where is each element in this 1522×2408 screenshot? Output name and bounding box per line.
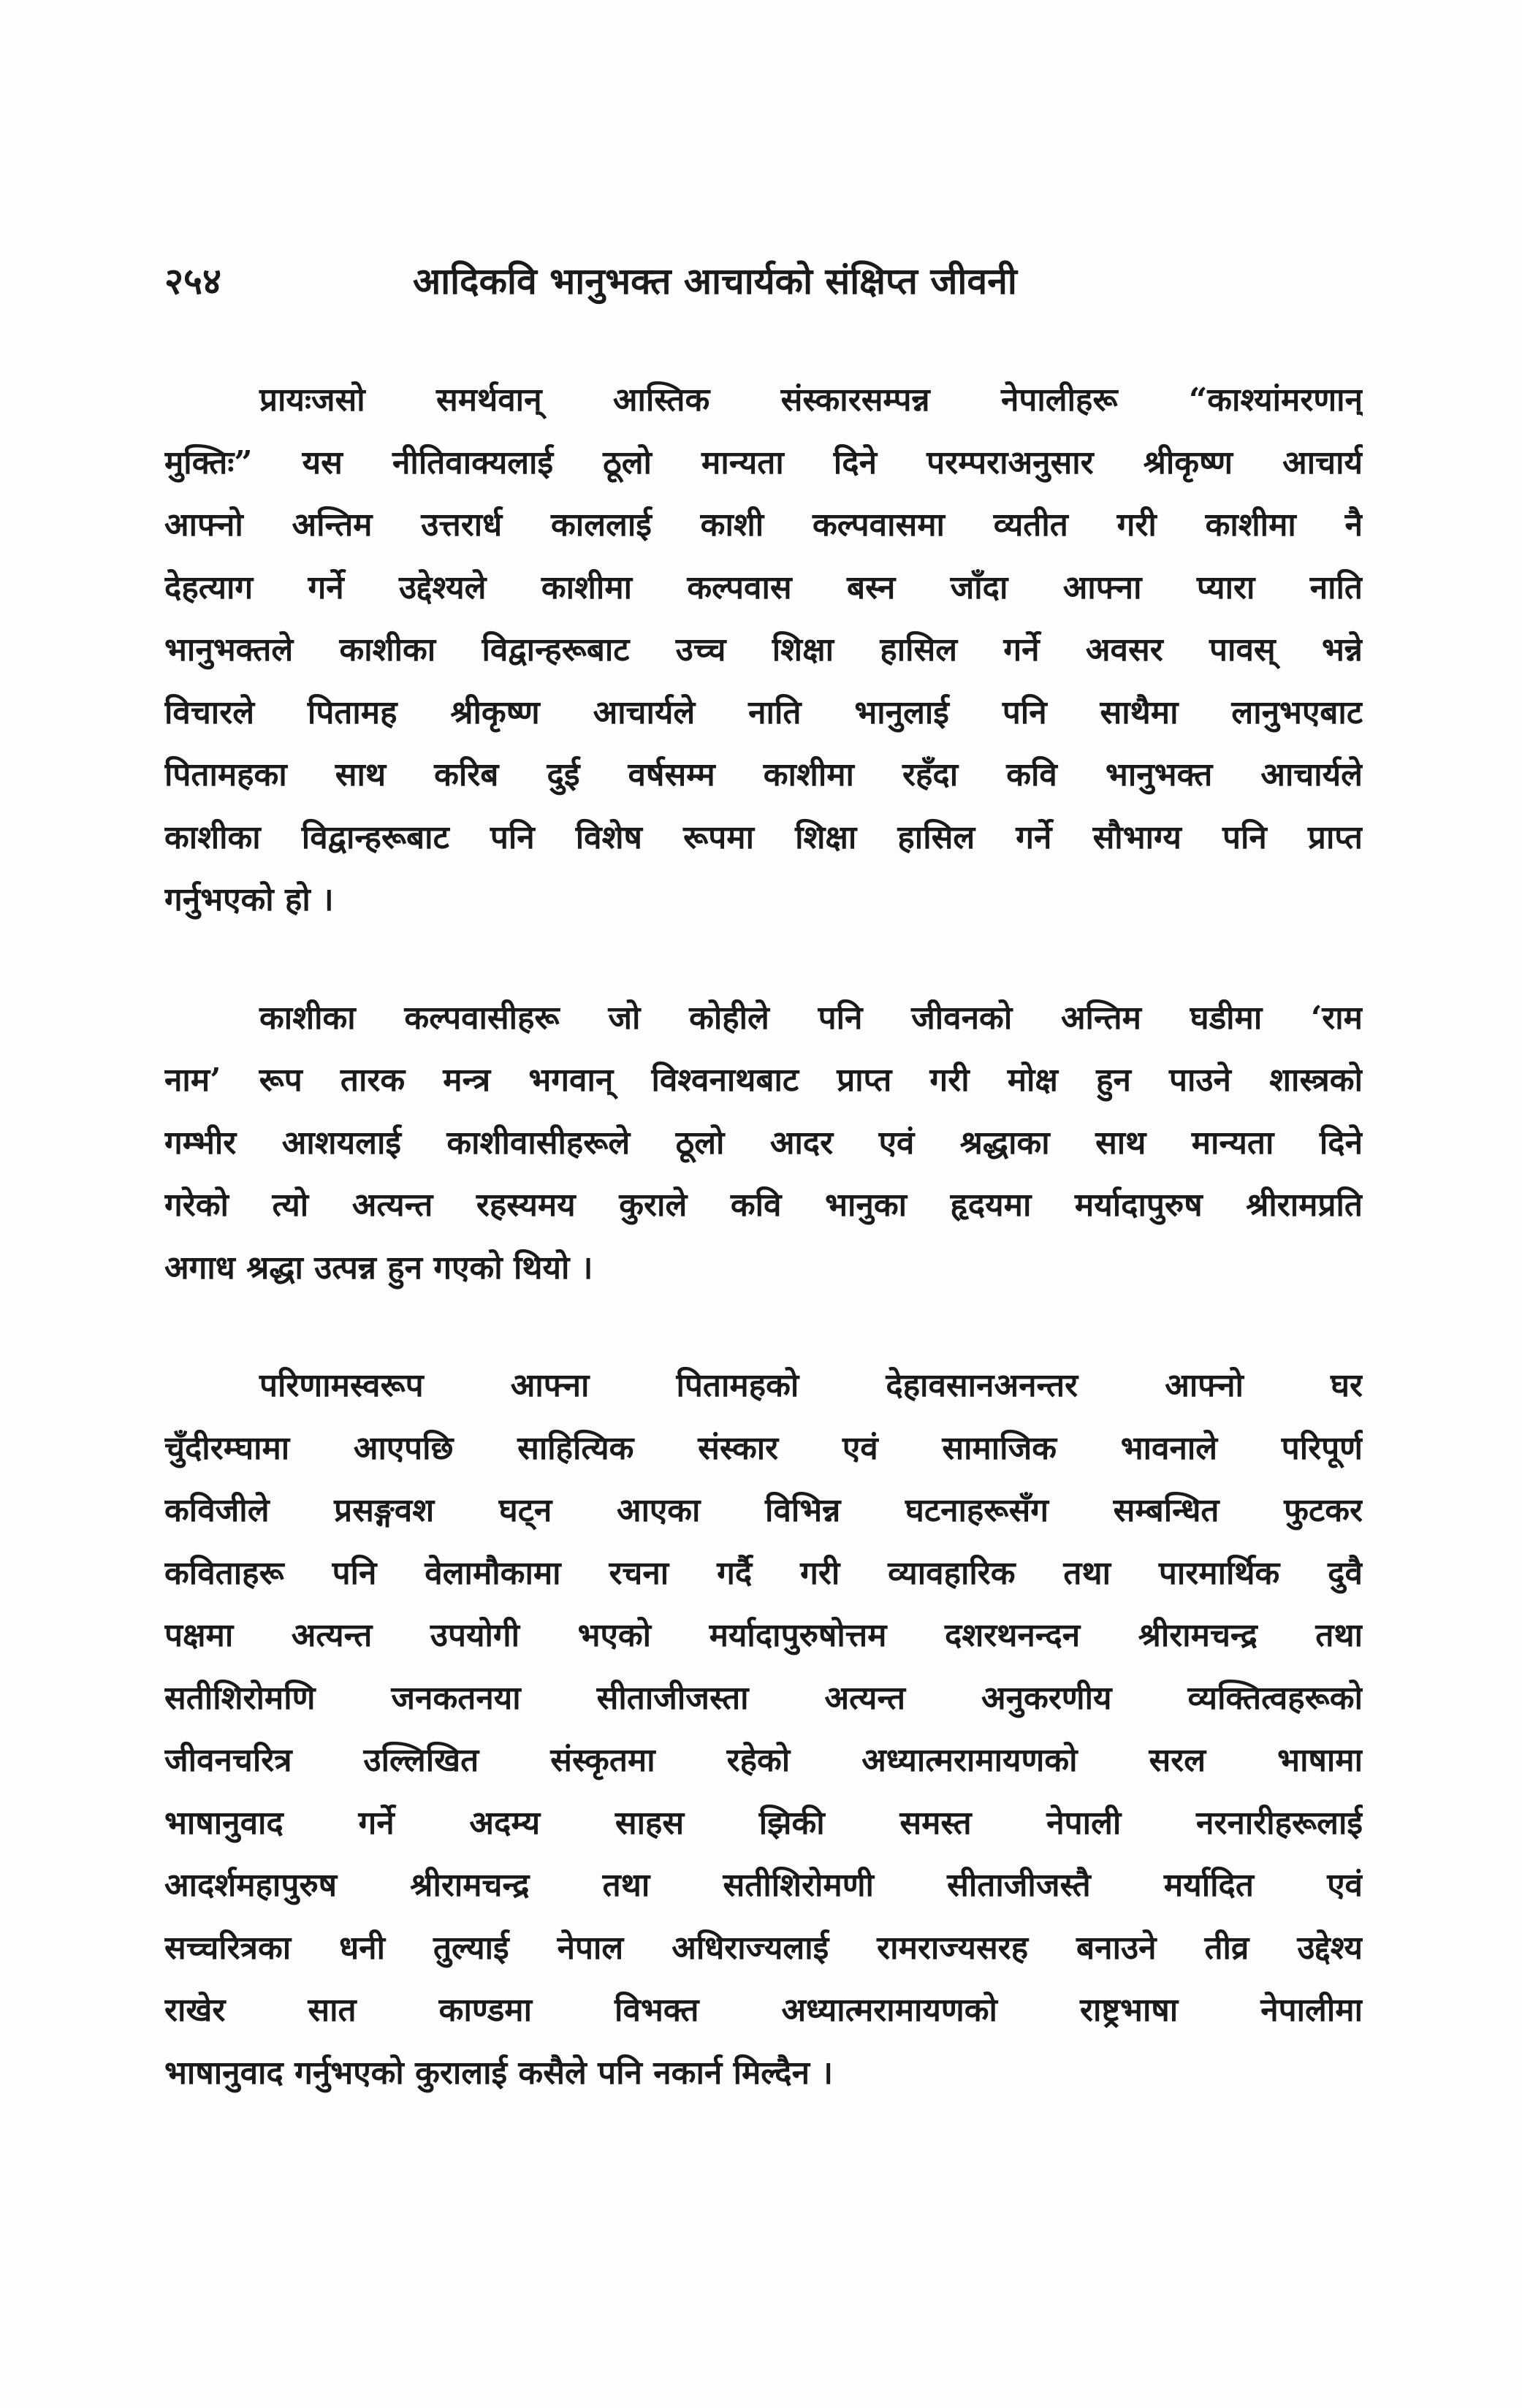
- text-line: प्रायःजसो समर्थवान् आस्तिक संस्कारसम्पन्न नेपालीहरू “काश्यांमरणान्: [259, 381, 1363, 419]
- text-line: पितामहका साथ करिब दुई वर्षसम्म काशीमा रहँदा कवि भानुभक्त आचार्यले: [164, 756, 1363, 793]
- text-line: सतीशिरोमणि जनकतनया सीताजीजस्ता अत्यन्त अनुकरणीय व्यक्तित्वहरूको: [164, 1679, 1363, 1717]
- body-text: [164, 369, 1363, 2160]
- text-line: भाषानुवाद गर्नुभएको कुरालाई कसैले पनि नकार्न मिल्दैन ।: [164, 2054, 834, 2092]
- text-line: विचारले पितामह श्रीकृष्ण आचार्यले नाति भानुलाई पनि साथैमा लानुभएबाट: [164, 693, 1363, 731]
- text-line: मुक्तिः” यस नीतिवाक्यलाई ठूलो मान्यता दिने परम्पराअनुसार श्रीकृष्ण आचार्य: [164, 443, 1363, 481]
- text-line: कविजीले प्रसङ्गवश घट्न आएका विभिन्न घटनाहरूसँग सम्बन्धित फुटकर: [164, 1492, 1363, 1529]
- page-header: [164, 248, 1363, 314]
- paragraph-2: [164, 987, 1363, 1300]
- text-line: सच्चरित्रका धनी तुल्याई नेपाल अधिराज्यलाई रामराज्यसरह बनाउने तीव्र उद्देश्य: [164, 1929, 1363, 1967]
- text-line: गरेको त्यो अत्यन्त रहस्यमय कुराले कवि भानुका हृदयमा मर्यादापुरुष श्रीरामप्रति: [164, 1186, 1363, 1224]
- page-number: २५४: [164, 259, 221, 302]
- text-line: परिणामस्वरूप आफ्ना पितामहको देहावसानअनन्तर आफ्नो घर: [259, 1367, 1363, 1404]
- paragraph-3: [164, 1354, 1363, 2104]
- text-line: चुँदीरम्घामा आएपछि साहित्यिक संस्कार एवं सामाजिक भावनाले परिपूर्ण: [164, 1429, 1363, 1467]
- text-line: काशीका विद्वान्हरूबाट पनि विशेष रूपमा शिक्षा हासिल गर्ने सौभाग्य पनि प्राप्त: [164, 818, 1363, 856]
- text-line: आफ्नो अन्तिम उत्तरार्ध काललाई काशी कल्पवासमा व्यतीत गरी काशीमा नै: [164, 506, 1363, 544]
- text-line: भाषानुवाद गर्ने अदम्य साहस झिकी समस्त नेपाली नरनारीहरूलाई: [164, 1804, 1363, 1842]
- text-line: गर्नुभएको हो ।: [164, 881, 334, 918]
- text-line: पक्षमा अत्यन्त उपयोगी भएको मर्यादापुरुषोत्तम दशरथनन्दन श्रीरामचन्द्र तथा: [164, 1617, 1363, 1654]
- text-line: कविताहरू पनि वेलामौकामा रचना गर्दै गरी व्यावहारिक तथा पारमार्थिक दुवै: [164, 1554, 1363, 1592]
- text-line: अगाध श्रद्धा उत्पन्न हुन गएको थियो ।: [164, 1249, 593, 1287]
- paragraph-1: [164, 369, 1363, 931]
- text-line: देहत्याग गर्ने उद्देश्यले काशीमा कल्पवास बस्न जाँदा आफ्ना प्यारा नाति: [164, 568, 1363, 606]
- text-line: काशीका कल्पवासीहरू जो कोहीले पनि जीवनको अन्तिम घडीमा ‘राम: [259, 999, 1363, 1037]
- text-line: राखेर सात काण्डमा विभक्त अध्यात्मरामायणको राष्ट्रभाषा नेपालीमा: [164, 1992, 1363, 2029]
- text-line: भानुभक्तले काशीका विद्वान्हरूबाट उच्च शिक्षा हासिल गर्ने अवसर पावस् भन्ने: [164, 631, 1363, 668]
- text-line: गम्भीर आशयलाई काशीवासीहरूले ठूलो आदर एवं श्रद्धाका साथ मान्यता दिने: [164, 1124, 1363, 1162]
- text-line: नाम’ रूप तारक मन्त्र भगवान् विश्वनाथबाट प्राप्त गरी मोक्ष हुन पाउने शास्त्रको: [164, 1062, 1363, 1099]
- running-title: आदिकवि भानुभक्त आचार्यको संक्षिप्त जीवनी: [413, 259, 1017, 302]
- text-line: जीवनचरित्र उल्लिखित संस्कृतमा रहेको अध्यात्मरामायणको सरल भाषामा: [164, 1742, 1363, 1779]
- text-line: आदर्शमहापुरुष श्रीरामचन्द्र तथा सतीशिरोमणी सीताजीजस्तै मर्यादित एवं: [164, 1867, 1363, 1904]
